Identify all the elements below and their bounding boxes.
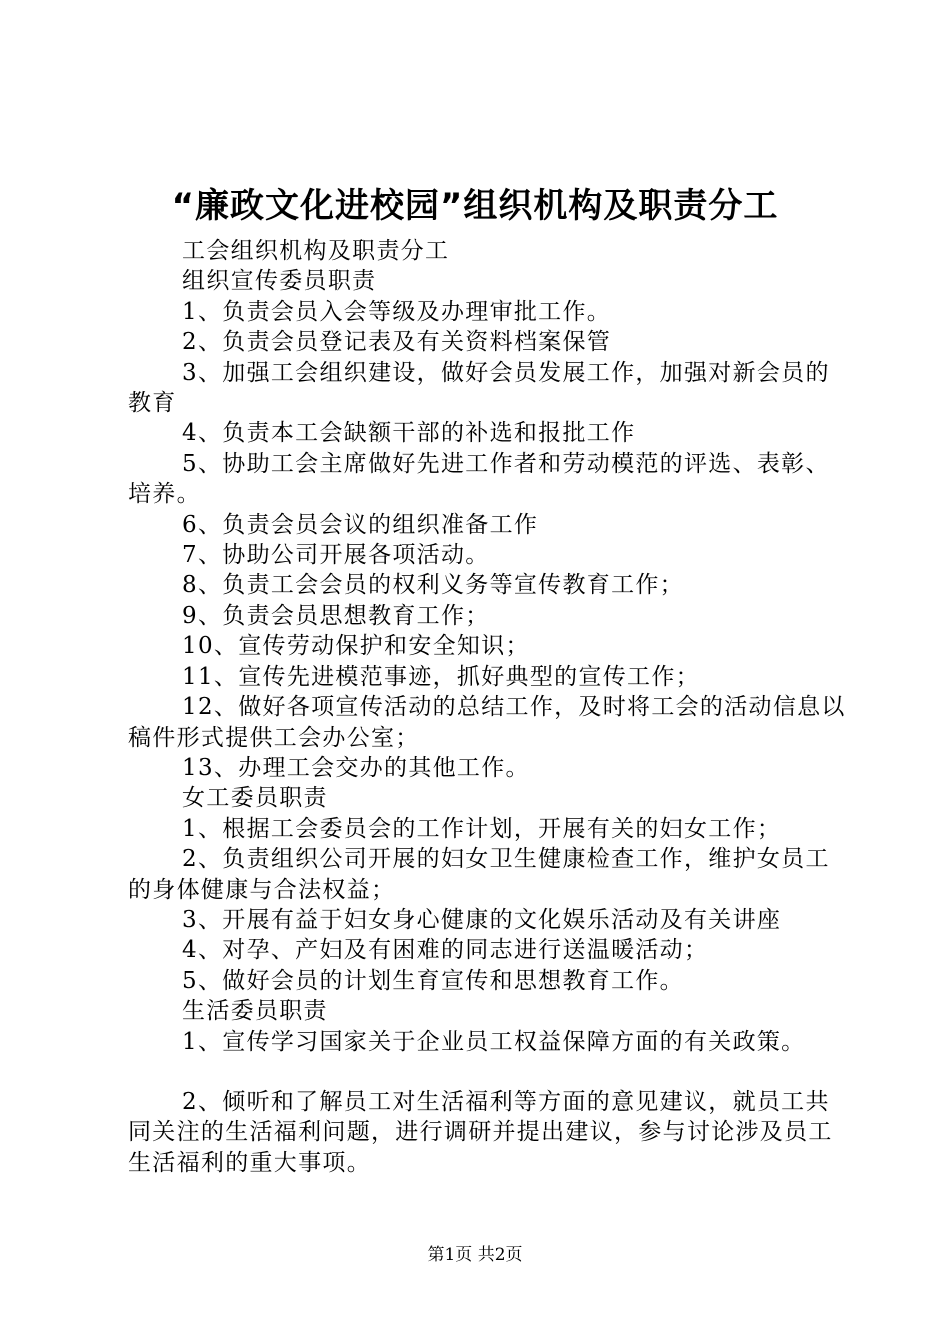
list-item: 1、负责会员入会等级及办理审批工作。 [182,298,612,325]
page-footer: 第1页 共2页 [427,1245,523,1265]
list-item: 11、宣传先进模范事迹，抓好典型的宣传工作； [182,663,700,690]
list-item: 13、办理工会交办的其他工作。 [182,754,530,781]
list-item: 9、负责会员思想教育工作； [182,602,490,629]
list-item: 2、倾听和了解员工对生活福利等方面的意见建议，就员工共同关注的生活福利问题，进行调研并提出建议，参与讨论涉及员工生活福利的重大事项。 [128,1088,833,1176]
list-item: 6、负责会员会议的组织准备工作 [182,511,539,538]
list-item: 8、负责工会会员的权利义务等宣传教育工作； [182,572,684,599]
list-item: 5、协助工会主席做好先进工作者和劳动模范的评选、表彰、培养。 [128,450,830,508]
list-item: 10、宣传劳动保护和安全知识； [182,633,530,660]
list-item: 1、根据工会委员会的工作计划，开展有关的妇女工作； [182,815,782,842]
document-title: “廉政文化进校园”组织机构及职责分工 [171,186,779,226]
list-item: 2、负责组织公司开展的妇女卫生健康检查工作，维护女员工的身体健康与合法权益； [128,846,830,903]
list-item: 2、负责会员登记表及有关资料档案保管 [182,329,612,356]
list-item: 4、负责本工会缺额干部的补选和报批工作 [182,420,636,447]
section-heading: 工会组织机构及职责分工 [182,238,450,264]
list-item: 5、做好会员的计划生育宣传和思想教育工作。 [182,967,684,994]
blank-line [128,1057,850,1087]
document-body [128,236,850,1178]
section-heading: 女工委员职责 [182,785,328,812]
section-heading: 组织宣传委员职责 [182,268,377,295]
section-heading: 生活委员职责 [182,998,328,1025]
list-item: 12、做好各项宣传活动的总结工作，及时将工会的活动信息以稿件形式提供工会办公室； [128,694,846,751]
list-item: 4、对孕、产妇及有困难的同志进行送温暖活动； [182,937,709,964]
list-item: 7、协助公司开展各项活动。 [182,542,490,569]
list-item: 3、开展有益于妇女身心健康的文化娱乐活动及有关讲座 [182,906,782,933]
list-item: 3、加强工会组织建设，做好会员发展工作，加强对新会员的教育 [128,359,830,417]
list-item: 1、宣传学习国家关于企业员工权益保障方面的有关政策。 [182,1028,806,1055]
